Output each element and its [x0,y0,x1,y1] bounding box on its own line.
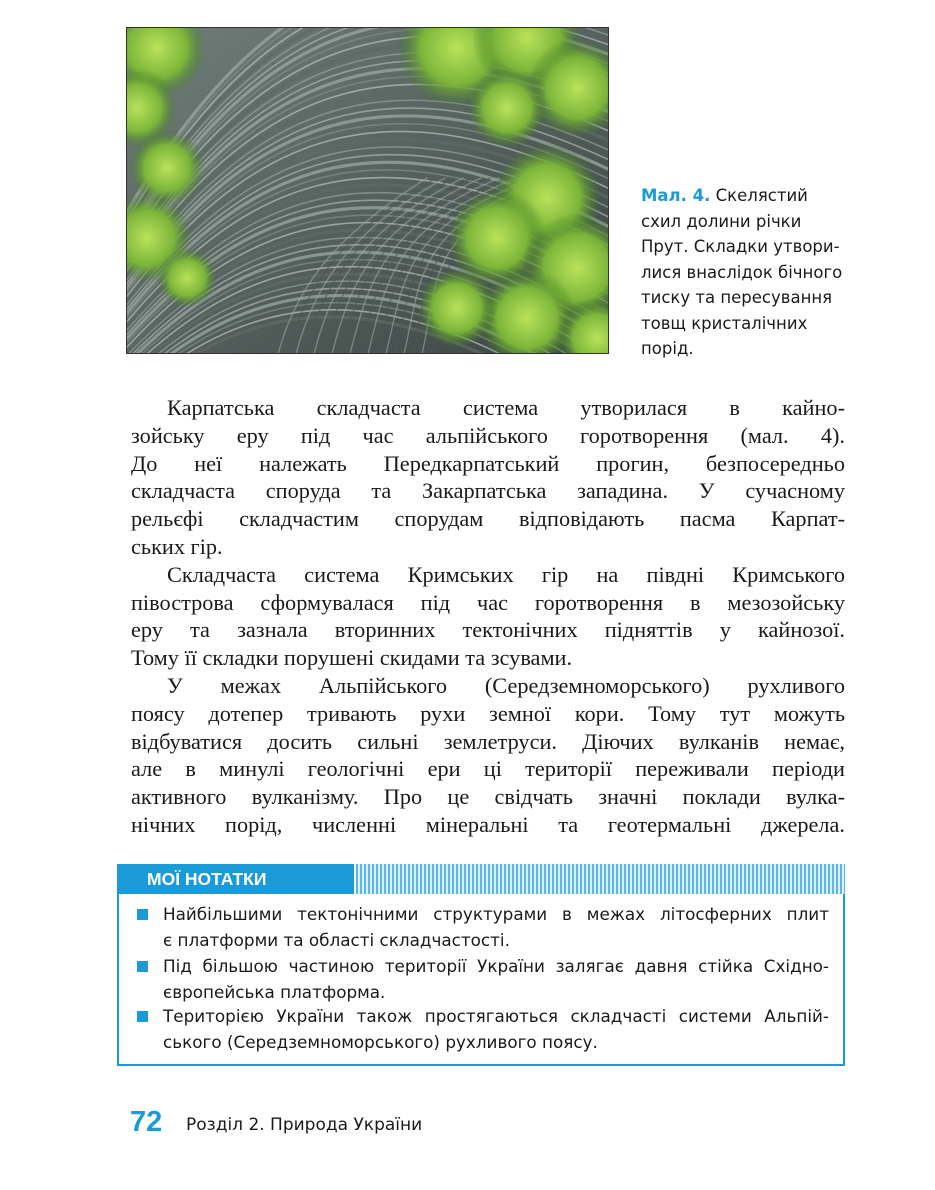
body-text [131,394,845,839]
paragraph [131,672,845,839]
note-item [163,954,829,1005]
note-line: ського (Середземноморського) рухливого поясу. [163,1031,598,1052]
figure-caption [641,183,871,362]
bullet-square-icon [137,961,148,972]
figure-photo [126,27,609,354]
note-line: Територією України також простягаються складчасті системи Альпій- [163,1006,829,1026]
note-item [163,902,829,953]
text-line: активного вулканізму. Про це свідчать значні поклади вулка- [131,784,845,810]
text-line: але в минулі геологічні ери ці території переживали періоди [131,756,845,782]
text-line: Складчаста система Кримських гір на півдні Кримського [167,561,845,587]
text-line: ських гір. [131,533,223,559]
caption-line: Скелястий [710,186,808,205]
caption-line: тиску та пересування [641,288,833,307]
notes-title: МОЇ НОТАТКИ [117,864,354,894]
paragraph [131,394,845,561]
note-line: європейська платформа. [163,981,386,1002]
text-line: еру та зазнала вторинних тектонічних підняттів у кайнозої. [131,617,845,643]
text-line: відбуватися досить сильні землетруси. Діючих вулканів немає, [131,728,845,754]
chapter-title: Розділ 2. Природа України [186,1115,423,1135]
text-line: нічних порід, численні мінеральні та геотермальні джерела. [131,811,845,837]
text-line: зойську еру під час альпійського горотворення (мал. 4). [131,422,845,448]
page-number: 72 [130,1106,163,1138]
bullet-square-icon [137,909,148,920]
note-line: є платформи та області складчастості. [163,929,510,950]
paragraph [131,561,845,672]
note-line: Найбільшими тектонічними структурами в межах літосферних плит [163,904,829,924]
notes-header-stripe [356,864,845,894]
caption-label: Мал. 4. [641,186,711,205]
caption-line: порід. [641,339,694,358]
caption-line: лися внаслідок бічного [641,262,843,282]
caption-line: товщ кристалічних [641,313,808,333]
rock-strata-image [127,28,608,353]
note-item [163,1004,829,1055]
bullet-square-icon [137,1011,148,1022]
text-line: До неї належать Передкарпатський прогин, безпосередньо [131,450,845,476]
text-line: У межах Альпійського (Середземноморського) рухливого [167,672,845,698]
caption-line: Прут. Складки утвори- [641,237,840,256]
text-line: поясу дотепер тривають рухи земної кори. Тому тут можуть [131,700,845,726]
text-line: Тому її складки порушені скидами та зсувами. [131,645,573,671]
text-line: Карпатська складчаста система утворилася в кайно- [167,395,845,420]
text-line: рельєфі складчастим спорудам відповідають пасма Карпат- [131,506,845,532]
caption-line: схил долини річки [641,211,802,231]
note-line: Під більшою частиною території України залягає давня стійка Східно- [163,956,829,976]
text-line: півострова сформувалася під час горотворення в мезозойську [131,589,845,615]
text-line: складчаста споруда та Закарпатська западина. У сучасному [131,478,845,504]
